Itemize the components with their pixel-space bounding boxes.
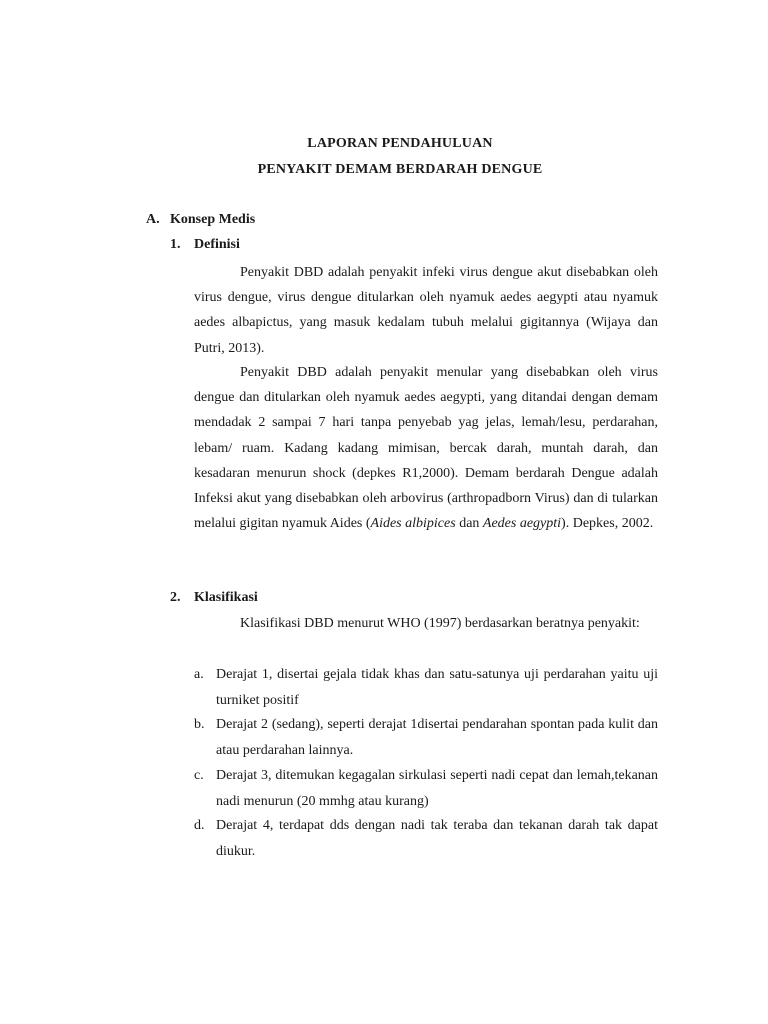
classification-item-c xyxy=(194,763,658,814)
list-item-text: Derajat 4, terdapat dds dengan nadi tak teraba dan tekanan darah tak dapat diukur. xyxy=(216,818,658,859)
classification-item-b xyxy=(194,712,658,763)
list-marker: b. xyxy=(194,717,205,732)
subsection-2-heading xyxy=(170,590,258,606)
list-marker: c. xyxy=(194,768,204,783)
species-name-aides-albipices: Aides albipices xyxy=(370,516,456,532)
definition-paragraph-2-citation: ). Depkes, 2002. xyxy=(561,516,654,532)
definition-paragraph-1: Penyakit DBD adalah penyakit infeki virus dengue akut disebabkan oleh virus dengue, virus dengue ditularkan oleh nyamuk aedes aegypti atau nyamuk aedes albapictus, yang masuk kedalam tubuh melalui gigitannya (Wijaya dan Putri, 2013). xyxy=(194,265,658,356)
species-name-aedes-aegypti: Aedes aegypti xyxy=(482,516,562,532)
subsection-1-label: Definisi xyxy=(194,237,240,252)
document-title-line-1: LAPORAN PENDAHULUAN xyxy=(307,136,493,151)
section-a-heading xyxy=(146,212,255,228)
classification-item-d xyxy=(194,813,658,864)
classification-intro: Klasifikasi DBD menurut WHO (1997) berdasarkan beratnya penyakit: xyxy=(240,616,640,631)
definition-paragraph-2-conjunction: dan xyxy=(455,516,483,532)
subsection-1-heading xyxy=(170,237,240,253)
list-item-text: Derajat 3, ditemukan kegagalan sirkulasi seperti nadi cepat dan lemah,tekanan nadi menurun (20 mmhg atau kurang) xyxy=(216,768,658,809)
definition-paragraph-2-text: Penyakit DBD adalah penyakit menular yang disebabkan oleh virus dengue dan ditularkan oleh nyamuk aedes aegypti, yang ditandai dengan demam mendadak 2 sampai 7 hari tanpa penyebab yag jelas, lemah/lesu, perdarahan, lebam/ ruam. Kadang kadang mimisan, bercak darah, muntah darah, dan kesadaran menurun shock (depkes R1,2000). Demam berdarah Dengue adalah Infeksi akut yang disebabkan oleh arbovirus (arthropadborn Virus) dan di tularkan melalui gigitan nyamuk Aides ( xyxy=(194,365,658,532)
list-item-text: Derajat 1, disertai gejala tidak khas dan satu-satunya uji perdarahan yaitu uji turniket positif xyxy=(216,667,658,708)
section-a-letter: A. xyxy=(146,212,160,227)
subsection-2-label: Klasifikasi xyxy=(194,590,258,605)
subsection-1-number: 1. xyxy=(170,237,181,252)
list-item-text: Derajat 2 (sedang), seperti derajat 1disertai pendarahan spontan pada kulit dan atau perdarahan lainnya. xyxy=(216,717,658,758)
document-title-line-2: PENYAKIT DEMAM BERDARAH DENGUE xyxy=(257,162,543,177)
definition-paragraph-2 xyxy=(194,360,658,536)
list-marker: a. xyxy=(194,667,204,682)
classification-item-a xyxy=(194,662,658,713)
section-a-label: Konsep Medis xyxy=(170,212,256,227)
subsection-2-number: 2. xyxy=(170,590,181,605)
list-marker: d. xyxy=(194,818,205,833)
